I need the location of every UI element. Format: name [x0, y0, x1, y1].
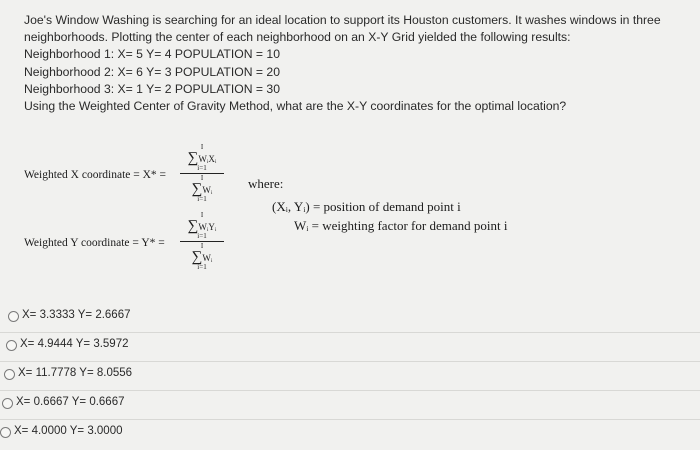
question-intro: Joe's Window Washing is searching for an ideal location to support its Houston customers. It washes windows in three neighborhoods. Plotting the center of each neighborhood on an X-Y Grid yielded the following results: [24, 13, 661, 45]
radio-button-icon[interactable] [2, 398, 13, 409]
definition-weight: Wᵢ = weighting factor for demand point i [294, 218, 508, 233]
answer-option-2[interactable] [0, 332, 700, 362]
y-den-lower-limit: i=1 [197, 263, 207, 271]
answer-label: X= 0.6667 Y= 0.6667 [16, 396, 125, 408]
radio-button-icon[interactable] [8, 311, 19, 322]
x-num-upper-limit: I [200, 143, 204, 151]
y-num-lower-limit: i=1 [197, 232, 207, 240]
x-den-sigma: ∑ [191, 181, 203, 197]
neighborhood-3: Neighborhood 3: X= 1 Y= 2 POPULATION = 30 [24, 81, 280, 96]
neighborhood-2: Neighborhood 2: X= 6 Y= 3 POPULATION = 20 [24, 64, 280, 79]
weighted-y-fraction [180, 212, 224, 271]
answer-option-1[interactable] [0, 303, 700, 333]
radio-button-icon[interactable] [0, 427, 11, 438]
radio-button-icon[interactable] [4, 369, 15, 380]
radio-button-icon[interactable] [6, 340, 17, 351]
weighted-y-label: Weighted Y coordinate = Y* = [24, 237, 165, 249]
answer-option-5[interactable] [0, 419, 700, 448]
answer-option-4[interactable] [0, 390, 700, 420]
y-numerator: WᵢYᵢ [198, 222, 217, 232]
weighted-x-fraction [180, 144, 224, 203]
neighborhood-1: Neighborhood 1: X= 5 Y= 4 POPULATION = 10 [24, 47, 280, 62]
y-den-upper-limit: I [200, 242, 204, 250]
y-num-sigma: ∑ [187, 218, 199, 234]
x-den-lower-limit: i=1 [197, 195, 207, 203]
x-num-lower-limit: i=1 [197, 164, 207, 172]
question-prompt: Using the Weighted Center of Gravity Method, what are the X-Y coordinates for the optimal location? [24, 99, 567, 114]
y-den-sigma: ∑ [191, 249, 203, 265]
y-denominator: Wᵢ [202, 253, 213, 263]
y-num-upper-limit: I [200, 211, 204, 219]
definition-position: (Xᵢ, Yᵢ) = position of demand point i [272, 199, 461, 214]
x-denominator: Wᵢ [202, 185, 213, 195]
x-num-sigma: ∑ [187, 150, 199, 166]
where-label: where: [248, 176, 284, 191]
answer-label: X= 4.9444 Y= 3.5972 [20, 338, 129, 350]
answer-label: X= 11.7778 Y= 8.0556 [18, 367, 133, 379]
weighted-x-label: Weighted X coordinate = X* = [24, 169, 167, 181]
x-den-upper-limit: I [200, 174, 204, 182]
answer-label: X= 4.0000 Y= 3.0000 [14, 425, 123, 437]
answer-option-3[interactable] [0, 361, 700, 391]
x-numerator: WᵢXᵢ [198, 154, 217, 164]
question-text [24, 12, 674, 115]
answer-label: X= 3.3333 Y= 2.6667 [22, 309, 131, 321]
